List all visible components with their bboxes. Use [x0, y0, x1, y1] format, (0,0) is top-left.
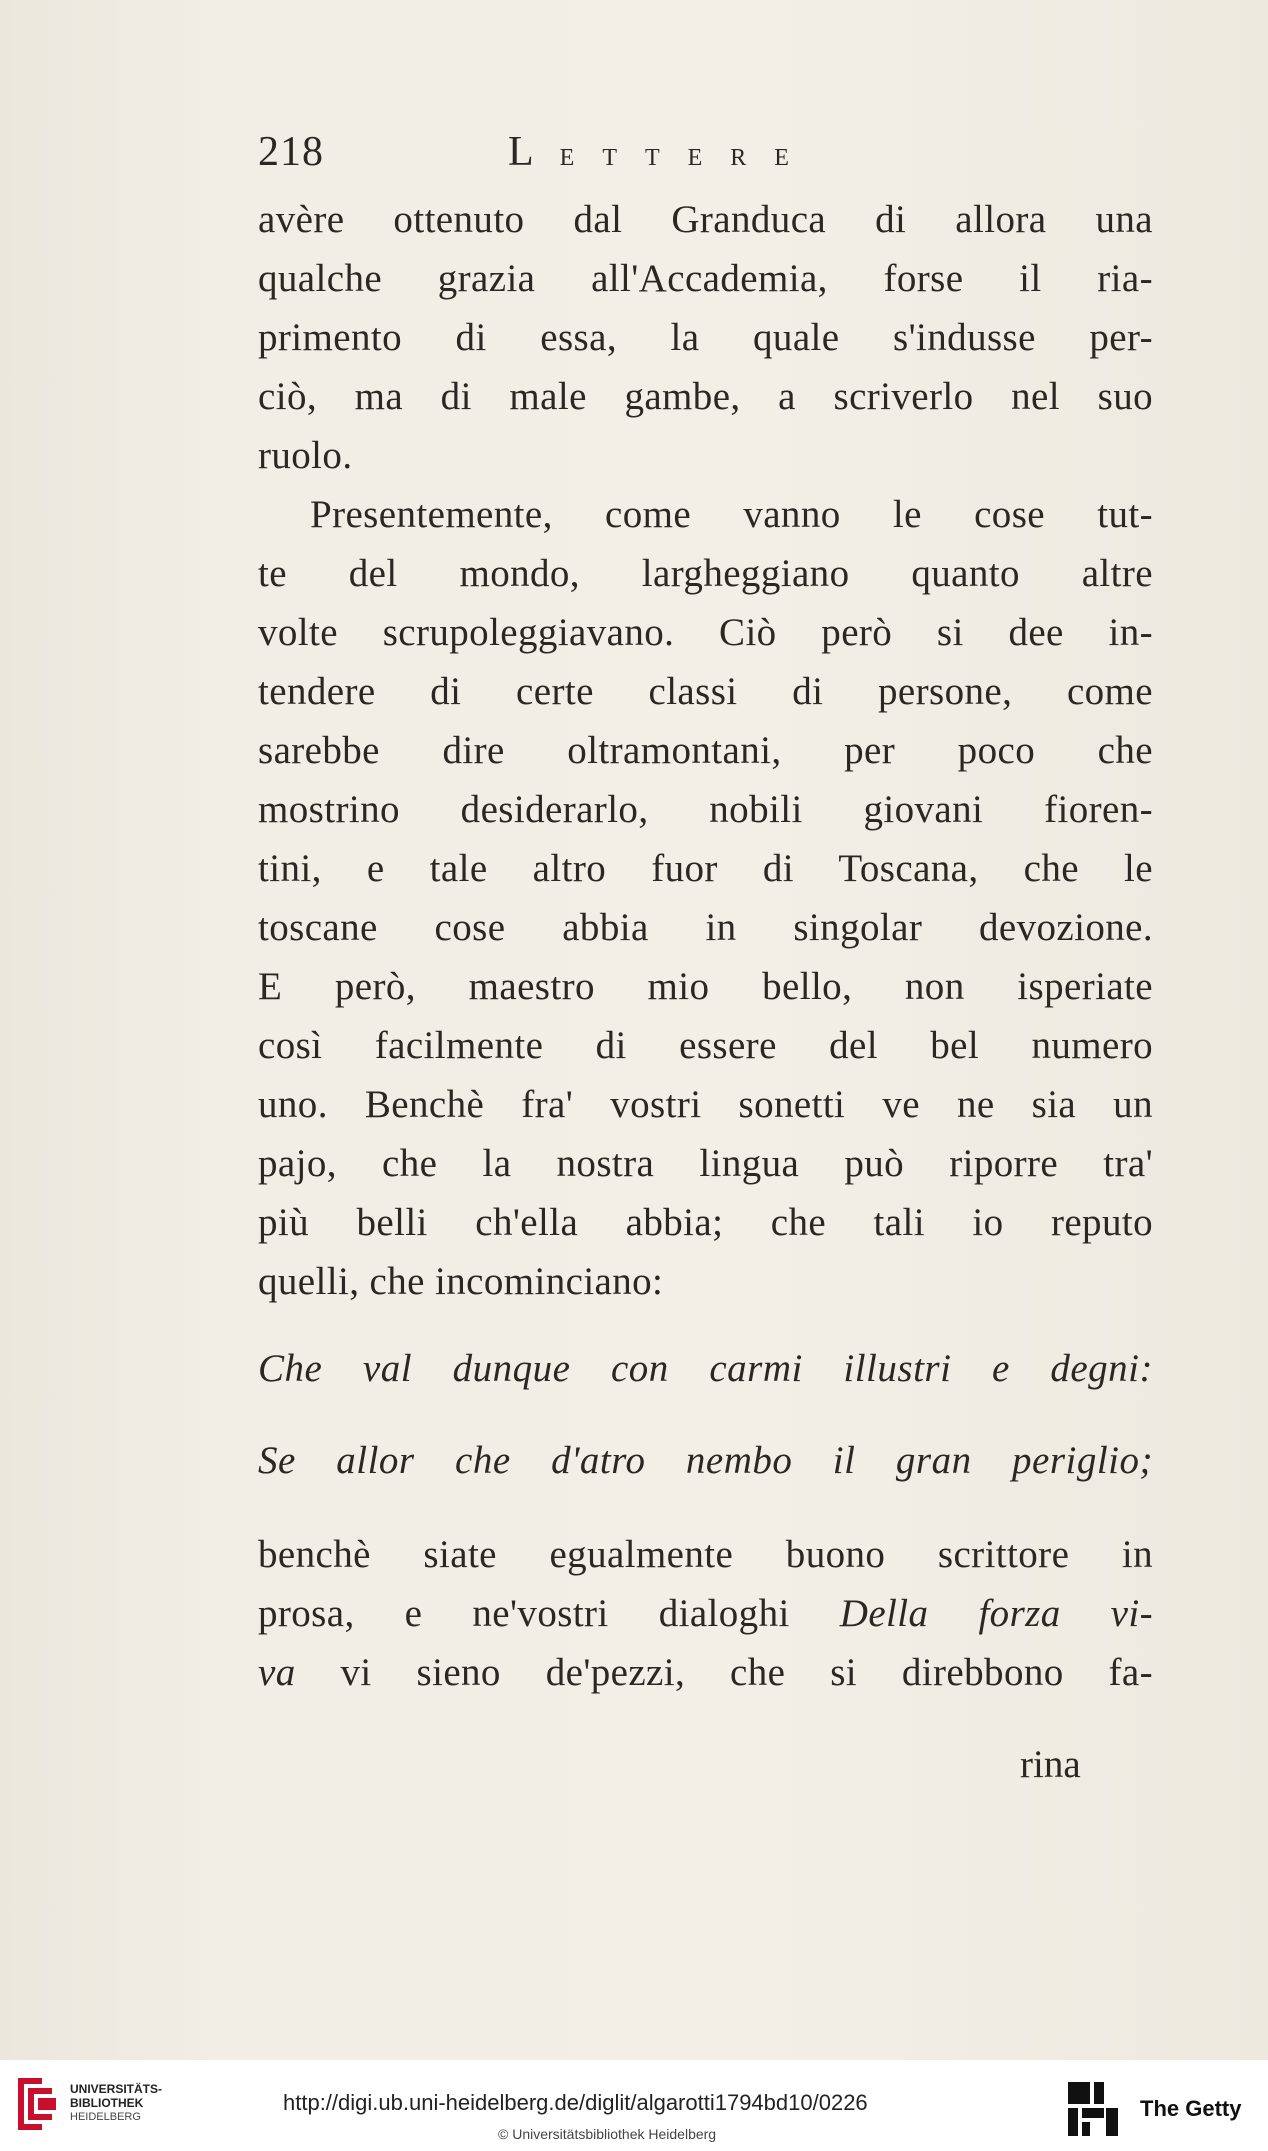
- university-library-logo-icon: [12, 2074, 60, 2134]
- page-header: [258, 128, 1138, 184]
- text-line: ruolo.: [258, 434, 353, 477]
- running-head-rest: ETTERE: [559, 145, 817, 171]
- text-line: sarebbe dire oltramontani, per poco che: [258, 729, 1153, 772]
- footer-bar: [0, 2060, 1268, 2151]
- verse-quotation: Che val dunque con carmi illustri e degni:: [258, 1347, 1153, 1390]
- text-line: pajo, che la nostra lingua può riporre tra': [258, 1142, 1153, 1185]
- text-fragment: vi sieno de'pezzi, che si direbbono fa-: [295, 1651, 1153, 1694]
- library-name-line: UNIVERSITÄTS-: [70, 2082, 163, 2096]
- running-head-initial: L: [508, 129, 560, 175]
- text-line: E però, maestro mio bello, non isperiate: [258, 965, 1153, 1008]
- italic-title: va: [258, 1651, 296, 1694]
- running-head: [508, 128, 817, 176]
- text-line: mostrino desiderarlo, nobili giovani fioren-: [258, 788, 1153, 831]
- text-line: avère ottenuto dal Granduca di allora una: [258, 198, 1153, 241]
- text-line: [258, 1584, 1153, 1643]
- library-name-line: HEIDELBERG: [70, 2111, 141, 2123]
- text-line: tendere di certe classi di persone, come: [258, 670, 1153, 713]
- library-name: [70, 2082, 162, 2124]
- text-line: ciò, ma di male gambe, a scriverlo nel suo: [258, 375, 1153, 418]
- partner-name: The Getty: [1140, 2096, 1242, 2121]
- italic-title: Della forza vi-: [839, 1592, 1153, 1635]
- catchword: rina: [1020, 1743, 1081, 1786]
- text-line: benchè siate egualmente buono scrittore in: [258, 1533, 1153, 1576]
- paragraph-start-line: Presentemente, come vanno le cose tut-: [310, 493, 1153, 536]
- text-line: qualche grazia all'Accademia, forse il ria-: [258, 257, 1153, 300]
- body-text: [258, 190, 1153, 1702]
- permalink-url[interactable]: http://digi.ub.uni-heidelberg.de/diglit/algarotti1794bd10/0226: [283, 2090, 868, 2115]
- text-line: [258, 1643, 1153, 1702]
- text-fragment: prosa, e ne'vostri dialoghi: [258, 1592, 840, 1635]
- library-name-line: BIBLIOTHEK: [70, 2096, 144, 2110]
- page-number: 218: [258, 129, 324, 175]
- text-line: quelli, che incominciano:: [258, 1260, 664, 1303]
- text-line: te del mondo, largheggiano quanto altre: [258, 552, 1153, 595]
- verse-quotation: Se allor che d'atro nembo il gran periglio;: [258, 1439, 1153, 1482]
- text-line: toscane cose abbia in singolar devozione.: [258, 906, 1153, 949]
- text-line: tini, e tale altro fuor di Toscana, che le: [258, 847, 1153, 890]
- text-line: volte scrupoleggiavano. Ciò però si dee in-: [258, 611, 1153, 654]
- copyright-notice: © Universitätsbibliothek Heidelberg: [498, 2126, 717, 2142]
- getty-logo-icon: [1066, 2080, 1120, 2138]
- text-line: più belli ch'ella abbia; che tali io reputo: [258, 1201, 1153, 1244]
- text-line: così facilmente di essere del bel numero: [258, 1024, 1153, 1067]
- text-line: primento di essa, la quale s'indusse per-: [258, 316, 1153, 359]
- text-line: uno. Benchè fra' vostri sonetti ve ne sia un: [258, 1083, 1153, 1126]
